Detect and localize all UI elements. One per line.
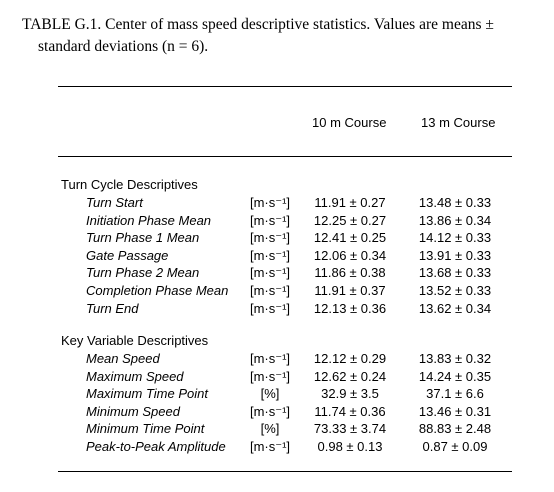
- value-13m: 37.1 ± 6.6: [426, 386, 484, 402]
- value-13m: 13.48 ± 0.33: [418, 195, 492, 210]
- value-13m: 0.87 ± 0.09: [422, 439, 488, 454]
- row-unit: [m·s⁻¹]: [249, 230, 291, 246]
- value-13m: 13.52 ± 0.33: [418, 283, 492, 298]
- table-row: [0, 265, 554, 282]
- row-label: Maximum Time Point: [86, 386, 208, 402]
- caption-line-1: TABLE G.1. Center of mass speed descriptive statistics. Values are means ±: [22, 16, 494, 33]
- row-label: Minimum Time Point: [86, 421, 205, 437]
- table-row: [0, 283, 554, 300]
- value-13m: 13.91 ± 0.33: [418, 247, 492, 263]
- value-10m: 11.86 ± 0.38: [314, 265, 386, 281]
- row-unit: [%]: [260, 421, 280, 437]
- column-header-10m: 10 m Course: [312, 115, 387, 130]
- section-title: Key Variable Descriptives: [61, 333, 209, 348]
- value-13m: 13.83 ± 0.32: [418, 351, 492, 366]
- table-row: [0, 248, 554, 265]
- row-label: Turn End: [86, 300, 139, 316]
- row-label: Maximum Speed: [86, 368, 184, 384]
- row-label: Mean Speed: [86, 351, 160, 366]
- value-10m: 11.91 ± 0.37: [314, 283, 386, 298]
- value-10m: 11.74 ± 0.36: [314, 403, 386, 419]
- row-unit: [m·s⁻¹]: [249, 300, 291, 316]
- value-13m: 14.12 ± 0.33: [418, 230, 492, 246]
- table-row: [0, 195, 554, 212]
- row-unit: [m·s⁻¹]: [249, 195, 291, 210]
- value-10m: 73.33 ± 3.74: [313, 421, 387, 437]
- value-10m: 12.06 ± 0.34: [313, 247, 387, 263]
- row-unit: [m·s⁻¹]: [249, 247, 291, 263]
- value-10m: 12.41 ± 0.25: [313, 230, 387, 246]
- row-unit: [m·s⁻¹]: [249, 283, 291, 298]
- value-10m: 12.25 ± 0.27: [313, 212, 387, 228]
- table-row: [0, 404, 554, 421]
- row-label: Minimum Speed: [86, 403, 180, 419]
- row-unit: [m·s⁻¹]: [249, 212, 291, 228]
- table-row: [0, 439, 554, 456]
- value-13m: 13.68 ± 0.33: [418, 265, 492, 281]
- value-10m: 11.91 ± 0.27: [314, 195, 386, 210]
- row-unit: [m·s⁻¹]: [249, 351, 291, 366]
- section-title: Turn Cycle Descriptives: [61, 177, 198, 192]
- value-10m: 0.98 ± 0.13: [317, 439, 383, 454]
- value-10m: 12.62 ± 0.24: [313, 368, 387, 384]
- value-10m: 12.12 ± 0.29: [313, 351, 387, 366]
- row-unit: [%]: [260, 386, 280, 402]
- caption-line-2: standard deviations (n = 6).: [38, 38, 209, 55]
- row-unit: [m·s⁻¹]: [249, 368, 291, 384]
- row-unit: [m·s⁻¹]: [249, 265, 291, 281]
- table-row: [0, 369, 554, 386]
- value-13m: 88.83 ± 2.48: [418, 421, 492, 437]
- value-13m: 13.86 ± 0.34: [418, 212, 492, 228]
- row-label: Turn Start: [86, 195, 143, 210]
- table-row: [0, 213, 554, 230]
- value-13m: 13.62 ± 0.34: [418, 300, 492, 316]
- row-label: Gate Passage: [86, 247, 169, 263]
- value-13m: 13.46 ± 0.31: [418, 403, 492, 419]
- row-unit: [m·s⁻¹]: [249, 403, 291, 419]
- table-row: [0, 351, 554, 368]
- column-header-13m: 13 m Course: [421, 115, 496, 130]
- row-label: Completion Phase Mean: [86, 283, 229, 298]
- row-label: Turn Phase 2 Mean: [86, 265, 200, 281]
- row-label: Peak-to-Peak Amplitude: [86, 439, 226, 454]
- value-10m: 32.9 ± 3.5: [321, 386, 379, 402]
- row-label: Turn Phase 1 Mean: [86, 230, 200, 246]
- row-unit: [m·s⁻¹]: [249, 439, 291, 454]
- table-row: [0, 301, 554, 318]
- row-label: Initiation Phase Mean: [86, 212, 212, 228]
- table-row: [0, 386, 554, 403]
- table-row: [0, 230, 554, 247]
- value-13m: 14.24 ± 0.35: [418, 368, 492, 384]
- value-10m: 12.13 ± 0.36: [313, 300, 387, 316]
- table-row: [0, 421, 554, 438]
